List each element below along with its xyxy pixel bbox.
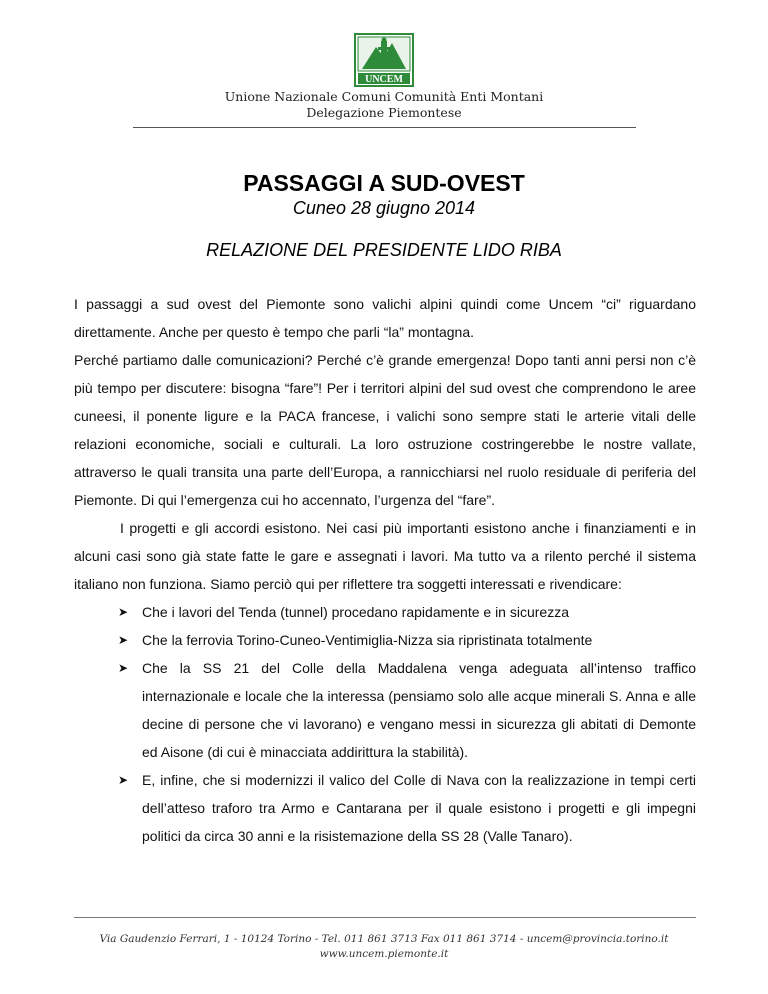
paragraph-3: I progetti e gli accordi esistono. Nei casi più importanti esistono anche i finanziamenti e in alcuni casi sono già state fatte le gare e assegnati i lavori. Ma tutto va a rilento perché il sistema italiano non funziona. Siamo perciò qui per riflettere tra soggetti interessati e rivendicare: [74,520,696,592]
place-date: Cuneo 28 giugno 2014 [292,198,476,218]
arrow-bullet-icon: ➤ [118,773,129,787]
arrow-bullet-icon: ➤ [118,605,129,619]
footer-address: Via Gaudenzio Ferrari, 1 - 10124 Torino - Tel. 011 861 3713 Fax 011 861 3714 - uncem@provincia.torino.it [99,933,669,945]
arrow-bullet-icon: ➤ [118,661,129,675]
list-item: ➤ Che i lavori del Tenda (tunnel) procedano rapidamente e in sicurezza [118,598,696,626]
paragraph-2: Perché partiamo dalle comunicazioni? Perché c’è grande emergenza! Dopo tanti anni persi non c’è più tempo per discutere: bisogna “fare”! Per i territori alpini del sud ovest che comprendono le aree cuneesi, il ponente ligure e la PACA francese, i valichi sono sempre stati le arterie vitali delle relazioni economiche, sociali e culturali. La loro ostruzione costringerebbe le nostre vallate, attraverso le quali transita una parte dell’Europa, a rannicchiarsi nel ruolo residuale di periferia del Piemonte. Di qui l’emergenza cui ho accennato, l’urgenza del “fare”. [74,352,696,508]
organization-name: Unione Nazionale Comuni Comunità Enti Montani [224,89,544,104]
uncem-logo [354,33,414,87]
logo-text: UNCEM [365,74,403,85]
report-subtitle: RELAZIONE DEL PRESIDENTE LIDO RIBA [206,240,562,260]
document-title: PASSAGGI A SUD-OVEST [243,170,525,196]
footer-website[interactable]: www.uncem.piemonte.it [319,948,449,960]
header-divider [133,127,636,128]
footer-divider [74,917,696,918]
arrow-bullet-icon: ➤ [118,633,129,647]
demands-list [74,598,696,850]
list-item: ➤ Che la SS 21 del Colle della Maddalena venga adeguata all’intenso traffico internazionale e locale che la interessa (pensiamo solo alle acque minerali S. Anna e alle decine di persone che vi lavorano) e vengano messi in sicurezza gli abitati di Demonte ed Aisone (di cui è minacciata addirittura la stabilità). [118,654,696,766]
list-item: ➤ Che la ferrovia Torino-Cuneo-Ventimiglia-Nizza sia ripristinata totalmente [118,626,696,654]
delegation-name: Delegazione Piemontese [306,105,462,120]
paragraph-1: I passaggi a sud ovest del Piemonte sono valichi alpini quindi come Uncem “ci” riguardano direttamente. Anche per questo è tempo che parli “la” montagna. [74,296,696,340]
document-body [74,290,696,850]
list-item: ➤ E, infine, che si modernizzi il valico del Colle di Nava con la realizzazione in tempi certi dell’atteso traforo tra Armo e Cantarana per il quale esistono i progetti e gli impegni politici da circa 30 anni e la risistemazione della SS 28 (Valle Tanaro). [118,766,696,850]
